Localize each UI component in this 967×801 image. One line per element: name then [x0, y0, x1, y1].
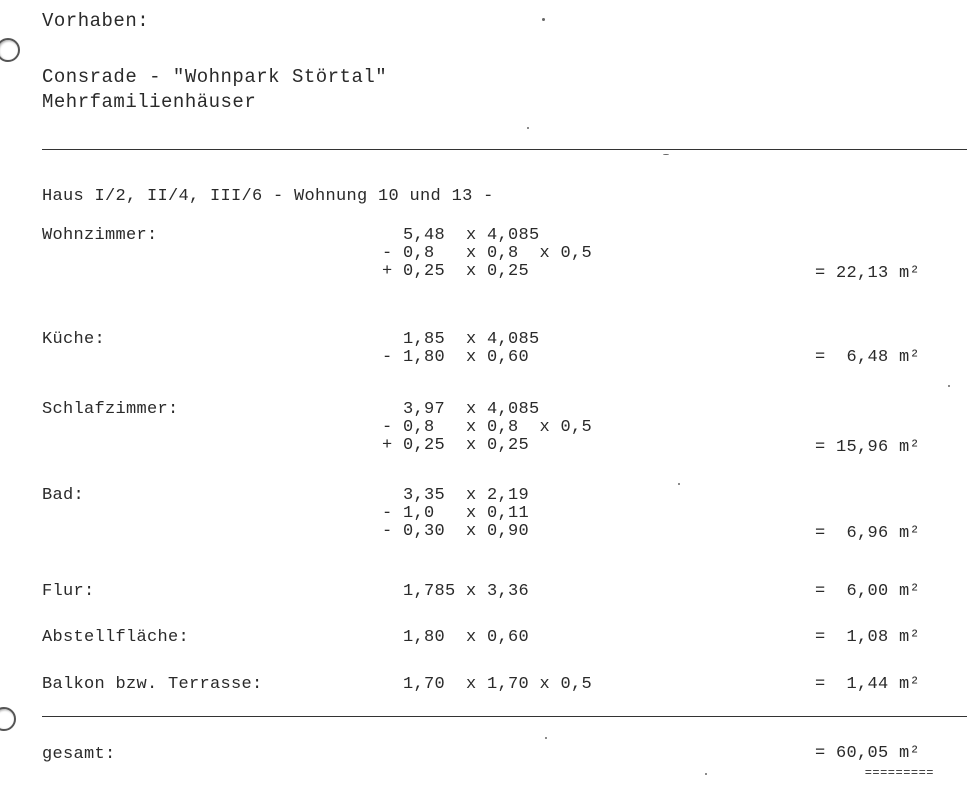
calc-line: 1,785 x 3,36: [382, 582, 530, 601]
project-label: Vorhaben:: [42, 10, 150, 32]
room-area-result: = 15,96 m²: [814, 438, 920, 457]
calc-line: - 1,80 x 0,60: [382, 348, 530, 367]
room-area-result: = 1,44 m²: [814, 675, 920, 694]
room-area-result: = 6,00 m²: [814, 582, 920, 601]
scan-speck: [527, 127, 529, 129]
project-subtitle: Mehrfamilienhäuser: [42, 91, 257, 113]
calc-line: + 0,25 x 0,25: [382, 436, 530, 455]
scan-speck: [545, 737, 547, 739]
calc-line: - 0,8 x 0,8 x 0,5: [382, 244, 593, 263]
calc-line: 5,48 x 4,085: [382, 226, 540, 245]
calc-line: - 0,8 x 0,8 x 0,5: [382, 418, 593, 437]
header-divider: [42, 149, 967, 150]
calc-line: 3,35 x 2,19: [382, 486, 530, 505]
project-title: Consrade - "Wohnpark Störtal": [42, 66, 388, 88]
scan-speck: [678, 483, 680, 485]
calc-line: - 1,0 x 0,11: [382, 504, 530, 523]
section-heading: Haus I/2, II/4, III/6 - Wohnung 10 und 13 -: [42, 187, 494, 206]
binder-hole-icon: [0, 38, 20, 62]
room-area-result: = 22,13 m²: [814, 264, 920, 283]
calc-line: 3,97 x 4,085: [382, 400, 540, 419]
room-area-result: = 6,48 m²: [814, 348, 920, 367]
calc-line: 1,85 x 4,085: [382, 330, 540, 349]
room-label: Balkon bzw. Terrasse:: [42, 675, 263, 694]
room-label: Abstellfläche:: [42, 628, 190, 647]
room-label: Schlafzimmer:: [42, 400, 179, 419]
room-label: Küche:: [42, 330, 106, 349]
room-area-result: = 1,08 m²: [814, 628, 920, 647]
total-divider: [42, 716, 967, 717]
scan-speck: [948, 385, 950, 387]
total-label: gesamt:: [42, 745, 116, 764]
room-area-result: = 6,96 m²: [814, 524, 920, 543]
scan-speck: [663, 154, 669, 155]
scan-speck: [542, 18, 545, 21]
room-label: Wohnzimmer:: [42, 226, 158, 245]
total-area-result: = 60,05 m²: [814, 744, 920, 763]
calc-line: 1,70 x 1,70 x 0,5: [382, 675, 593, 694]
calc-line: 1,80 x 0,60: [382, 628, 530, 647]
scan-speck: [705, 773, 707, 775]
room-label: Bad:: [42, 486, 85, 505]
calc-line: + 0,25 x 0,25: [382, 262, 530, 281]
total-double-underline: =========: [864, 766, 934, 780]
calc-line: - 0,30 x 0,90: [382, 522, 530, 541]
binder-hole-icon: [0, 707, 16, 731]
room-label: Flur:: [42, 582, 95, 601]
